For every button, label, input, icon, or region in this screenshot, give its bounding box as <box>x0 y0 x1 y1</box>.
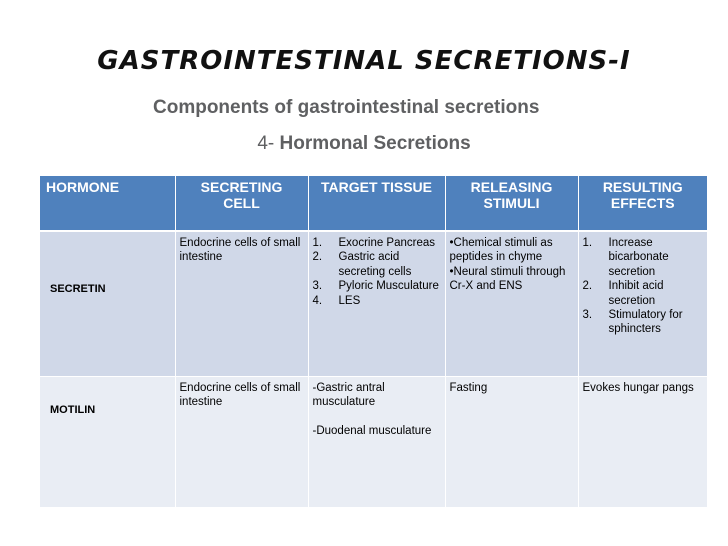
list-item: •Chemical stimuli as peptides in chyme <box>449 237 553 264</box>
list-item: 1. Increase bicarbonate secretion <box>582 237 669 278</box>
list-item: 2. Gastric acid secreting cells <box>312 251 412 278</box>
list-item: 2. Inhibit acid secretion <box>582 280 664 307</box>
releasing-stimuli-cell <box>445 231 578 377</box>
hormone-name: SECRETIN <box>50 283 106 295</box>
releasing-stimuli-cell: Fasting <box>445 377 578 508</box>
list-item: 4. LES <box>312 294 361 307</box>
list-item: 1. Exocrine Pancreas <box>312 237 436 249</box>
table-row <box>40 377 707 508</box>
header-secreting-cell: SECRETING CELL <box>175 176 308 231</box>
secreting-cell: Endocrine cells of small intestine <box>175 377 308 508</box>
resulting-effects-cell <box>578 377 707 508</box>
list-item: 3. Stimulatory for sphincters <box>582 309 683 336</box>
secreting-cell: Endocrine cells of small intestine <box>175 231 308 377</box>
page-title: GASTROINTESTINAL SECRETIONS-I <box>97 46 631 76</box>
list-item: •Neural stimuli through Cr-X and ENS <box>449 265 566 293</box>
header-target-tissue: TARGET TISSUE <box>308 176 445 231</box>
section-number: 4- <box>257 133 275 154</box>
hormone-table <box>40 176 707 507</box>
resulting-effects-cell <box>578 231 707 377</box>
hormone-name: MOTILIN <box>50 404 96 416</box>
table-header-row <box>40 176 707 231</box>
effects-text: Evokes hungar pangs <box>582 382 694 394</box>
target-tissue-cell <box>308 231 445 377</box>
section-label: Hormonal Secretions <box>279 133 471 154</box>
hormone-cell <box>40 377 175 508</box>
section-heading <box>0 133 728 155</box>
subtitle: Components of gastrointestinal secretions <box>153 97 540 118</box>
header-resulting-effects: RESULTING EFFECTS <box>578 176 707 231</box>
table-row <box>40 231 707 377</box>
header-releasing-stimuli: RELEASING STIMULI <box>445 176 578 231</box>
header-hormone: HORMONE <box>40 176 175 231</box>
target-tissue-cell: -Gastric antral musculature -Duodenal musculature <box>308 377 445 508</box>
hormone-cell <box>40 231 175 377</box>
list-item: 3. Pyloric Musculature <box>312 280 439 293</box>
